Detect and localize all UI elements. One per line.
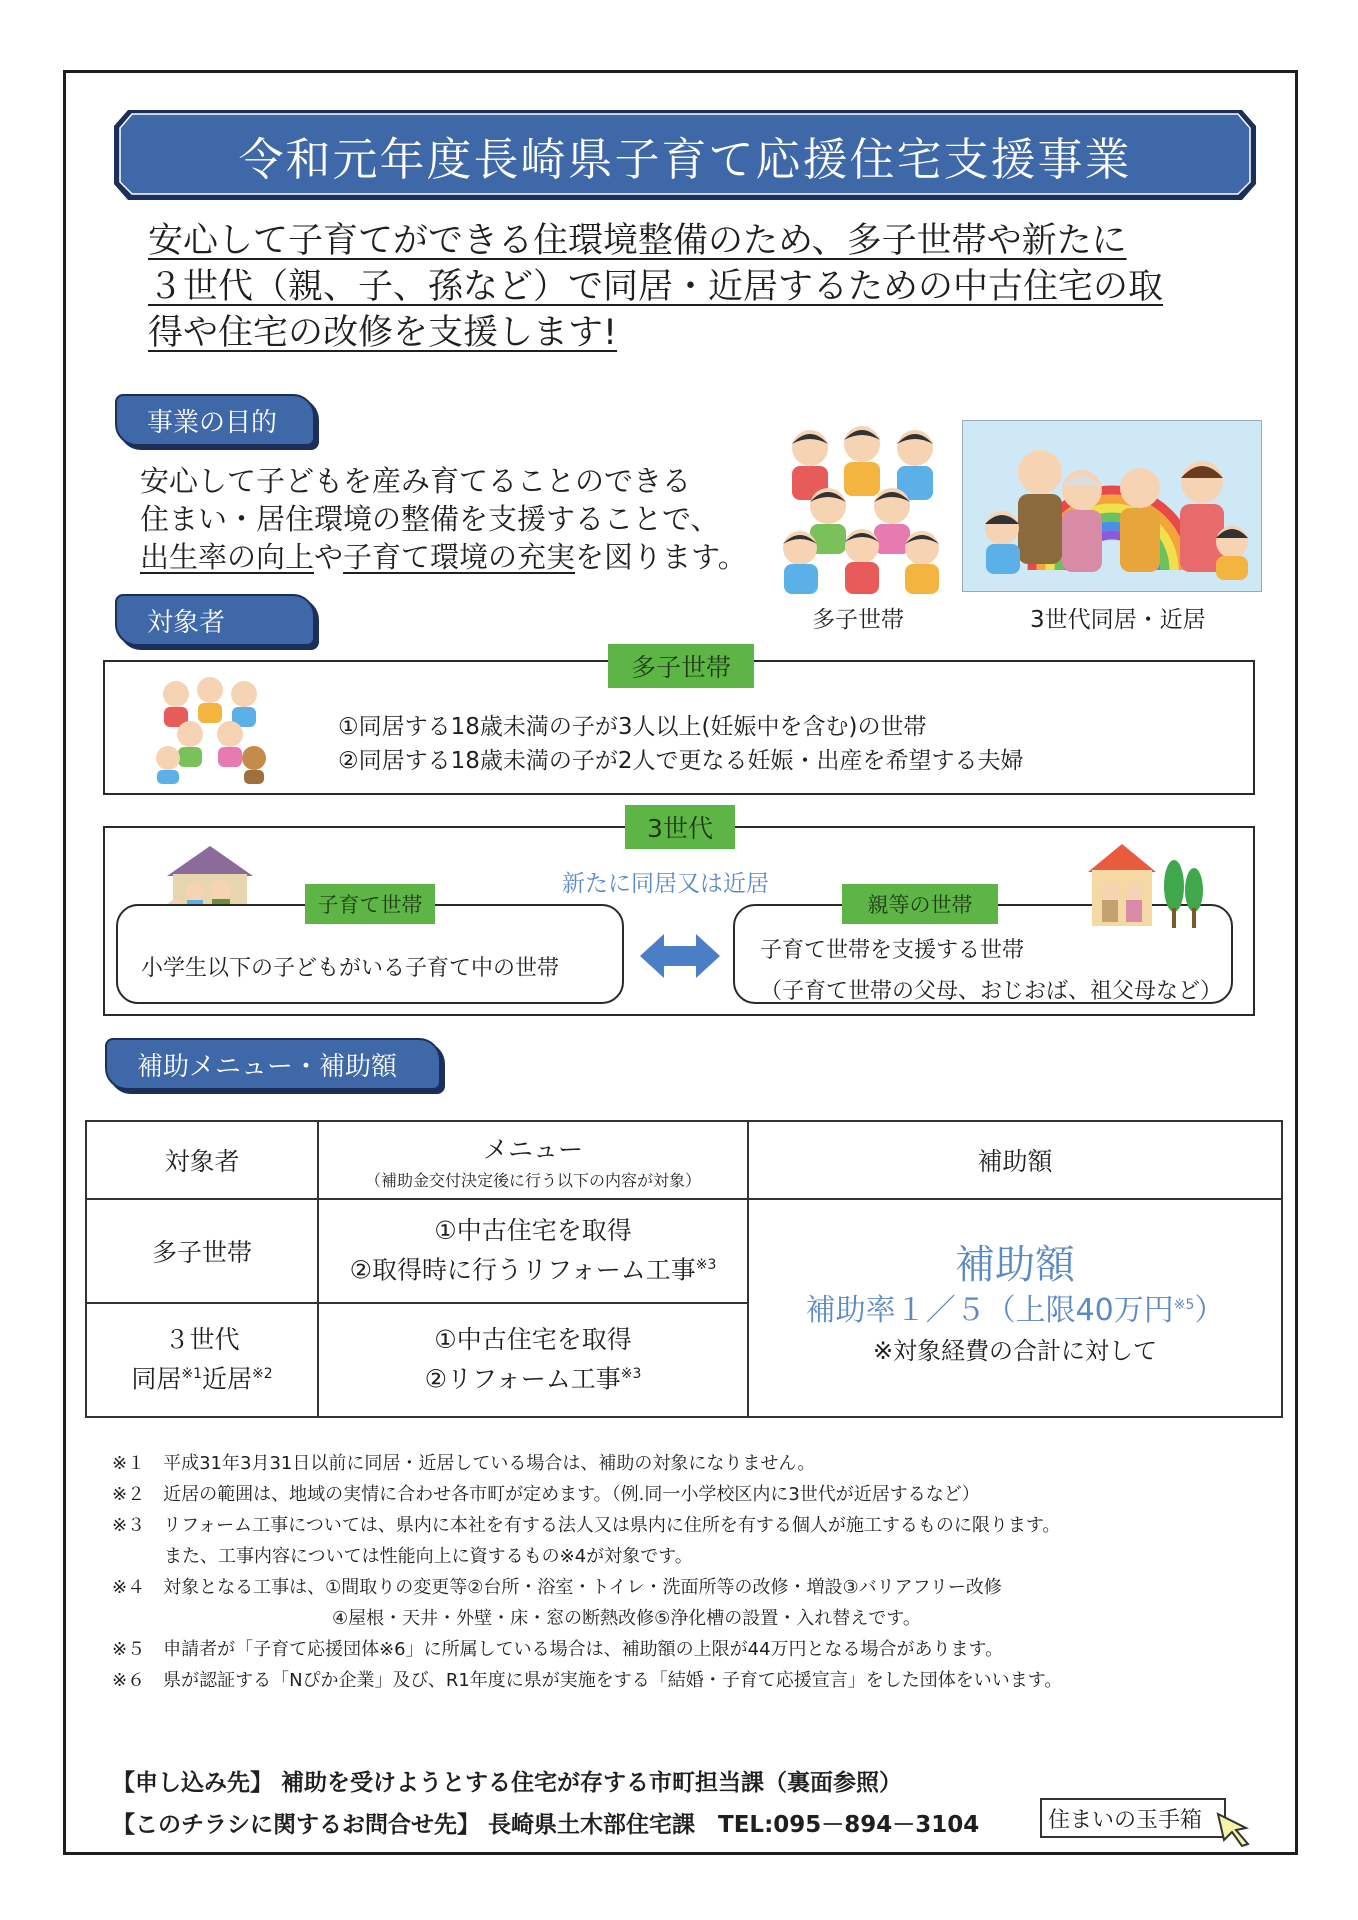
footnote: また、工事内容については性能向上に資するもの※4が対象です。 [164, 1546, 693, 1567]
footnote: ④屋根・天井・外壁・床・窓の断熱改修⑤浄化槽の設置・入れ替えです。 [332, 1608, 921, 1629]
footnote: ※６ 県が認証する「Nぴか企業」及び、R1年度に県が実施をする「結婚・子育て応援宣言」をした団体をいいます。 [112, 1670, 1063, 1691]
title-banner [110, 106, 1260, 204]
footnote: ※１ 平成31年3月31日以前に同居・近居している場合は、補助の対象になりません。 [112, 1453, 816, 1474]
caption-three-gen: 3世代同居・近居 [1030, 607, 1206, 633]
subsidy-table [85, 1120, 1283, 1418]
child-household-text: 小学生以下の子どもがいる子育て中の世帯 [141, 956, 560, 981]
footnote: ※３ リフォーム工事については、県内に本社を有する法人又は県内に住所を有する個人が施工するものに限ります。 [112, 1515, 1061, 1536]
purpose-line: 住まい・居住環境の整備を支援することで、 [140, 502, 720, 536]
section-tab-purpose: 事業の目的 [115, 394, 315, 446]
arrow-caption: 新たに同居又は近居 [562, 871, 769, 897]
amount-cell: 補助額 補助率１／５（上限40万円$^{※5}$） ※対象経費の合計に対して [748, 1199, 1282, 1417]
section-tab-target: 対象者 [115, 594, 315, 646]
housing-website-link[interactable] [1040, 1798, 1226, 1838]
lead-line: ３世代（親、子、孫など）で同居・近居するための中古住宅の取 [148, 267, 1164, 307]
section-tab-menu: 補助メニュー・補助額 [105, 1038, 441, 1090]
application-contact: 【申し込み先】 補助を受けようとする住宅が存する市町担当課（裏面参照） [112, 1770, 903, 1796]
row-menu-three-gen: ①中古住宅を取得 ②リフォーム工事$^{※3}$ [318, 1303, 748, 1417]
lead-line: 安心して子育てができる住環境整備のため、多子世帯や新たに [148, 221, 1127, 261]
children-illustration [152, 672, 270, 784]
grandparents-house-illustration [1082, 842, 1204, 932]
page-title: 令和元年度長崎県子育て応援住宅支援事業 [238, 132, 1132, 186]
multi-child-criterion-1: ①同居する18歳未満の子が3人以上(妊娠中を含む)の世帯 [338, 714, 927, 740]
double-arrow-icon [640, 930, 720, 982]
purpose-line: 出生率の向上や子育て環境の充実を図ります。 [140, 540, 747, 574]
row-target-multi: 多子世帯 [86, 1199, 318, 1303]
row-menu-multi: ①中古住宅を取得 ②取得時に行うリフォーム工事$^{※3}$ [318, 1199, 748, 1303]
inquiry-contact: 【このチラシに関するお問合せ先】 長崎県土木部住宅課 TEL:095－894－3104 [112, 1812, 980, 1838]
three-generation-illustration [962, 420, 1262, 592]
lead-line: 得や住宅の改修を支援します! [148, 313, 618, 353]
label-parent-household: 親等の世帯 [842, 884, 998, 924]
label-three-generation: 3世代 [625, 805, 735, 849]
label-multi-child: 多子世帯 [608, 644, 754, 688]
link-label: 住まいの玉手箱 [1048, 1807, 1203, 1833]
pointer-cursor-icon [1216, 1812, 1256, 1848]
children-group-illustration [770, 418, 955, 598]
lead-text [148, 218, 1228, 356]
purpose-text [140, 462, 747, 576]
label-child-household: 子育て世帯 [305, 884, 435, 924]
parent-household-text: 子育て世帯を支援する世帯 [760, 938, 1025, 963]
multi-child-criterion-2: ②同居する18歳未満の子が2人で更なる妊娠・出産を希望する夫婦 [338, 748, 1024, 774]
row-target-three-gen: ３世代 同居$^{※1}$近居$^{※2}$ [86, 1303, 318, 1417]
header-amount: 補助額 [748, 1121, 1282, 1199]
footnote: ※５ 申請者が「子育て応援団体※6」に所属している場合は、補助額の上限が44万円となる場合があります。 [112, 1639, 1004, 1660]
footnote: ※４ 対象となる工事は、①間取りの変更等②台所・浴室・トイレ・洗面所等の改修・増設③バリアフリー改修 [112, 1577, 1002, 1598]
footnotes [112, 1448, 1062, 1696]
caption-multi: 多子世帯 [812, 607, 904, 633]
header-target: 対象者 [86, 1121, 318, 1199]
header-menu: メニュー （補助金交付決定後に行う以下の内容が対象） [318, 1121, 748, 1199]
purpose-line: 安心して子どもを産み育てることのできる [140, 464, 692, 498]
footnote: ※２ 近居の範囲は、地域の実情に合わせ各市町が定めます。（例.同一小学校区内に3世代が近居するなど） [112, 1484, 980, 1505]
parent-household-example: （子育て世帯の父母、おじおば、祖父母など） [760, 979, 1223, 1004]
